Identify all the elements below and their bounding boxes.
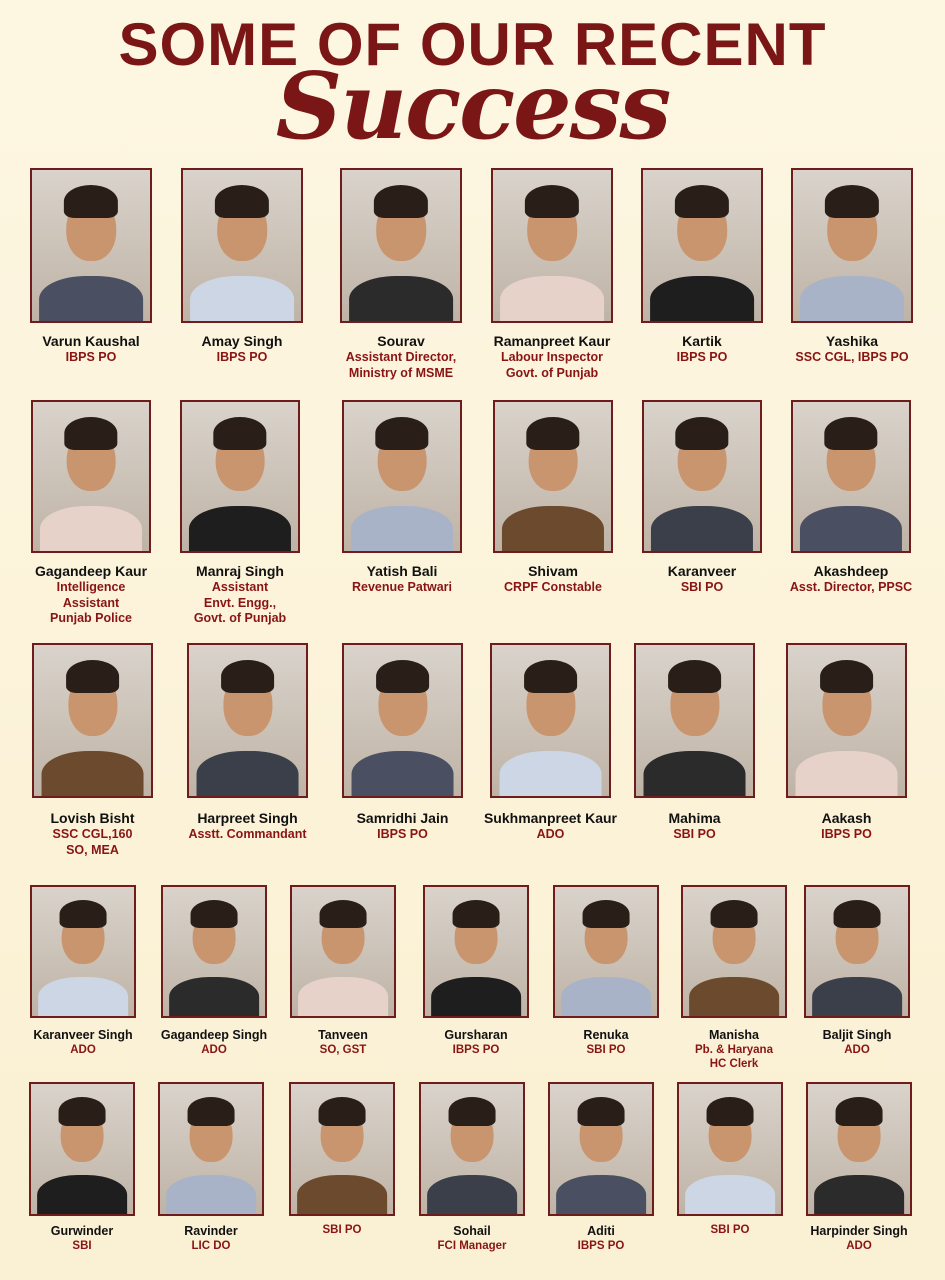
portrait-photo xyxy=(290,885,396,1018)
achiever-role: IBPS PO xyxy=(821,827,872,841)
portrait-photo xyxy=(553,885,659,1018)
achiever-name: Amay Singh xyxy=(201,333,283,349)
achiever-role: SBI PO xyxy=(586,1043,626,1056)
portrait-photo xyxy=(30,885,136,1018)
achiever-name: Renuka xyxy=(583,1028,629,1042)
achiever-name: Aditi xyxy=(587,1224,615,1238)
achiever-name: Akashdeep xyxy=(813,563,889,579)
achiever-name: Sourav xyxy=(377,333,425,349)
achiever-role: ADO xyxy=(536,827,565,841)
achiever-role: Govt. of Punjab xyxy=(505,365,599,380)
portrait-photo xyxy=(187,643,308,798)
achiever-name: Sukhmanpreet Kaur xyxy=(483,810,618,826)
portrait-photo xyxy=(642,400,762,553)
portrait-photo xyxy=(634,643,755,798)
achiever-role: IBPS PO xyxy=(377,827,428,841)
achiever-name: Ravinder xyxy=(184,1224,238,1238)
achiever-role: Assistant Director, xyxy=(345,350,457,364)
portrait-photo xyxy=(641,168,763,323)
achiever-role: SSC CGL,160 xyxy=(52,827,133,841)
achiever-name: Shivam xyxy=(528,563,578,579)
achiever-name: Harpinder Singh xyxy=(810,1224,908,1238)
achiever-name: Kartik xyxy=(682,333,722,349)
achiever-name: Yatish Bali xyxy=(366,563,438,579)
achiever-role: Assistant xyxy=(62,595,120,610)
achiever-role: CRPF Constable xyxy=(504,580,602,594)
achiever-role: Punjab Police xyxy=(50,611,132,625)
portrait-photo xyxy=(493,400,613,553)
portrait-photo xyxy=(180,400,300,553)
achiever-name: Gurwinder xyxy=(50,1224,114,1238)
portrait-photo xyxy=(340,168,462,323)
achiever-role: IBPS PO xyxy=(676,350,728,364)
achiever-role: FCI Manager xyxy=(437,1239,507,1252)
portrait-photo xyxy=(161,885,267,1018)
portrait-photo xyxy=(32,643,153,798)
portrait-photo xyxy=(490,643,611,798)
achiever-role: Labour Inspector xyxy=(500,350,604,364)
achiever-role: IBPS PO xyxy=(216,350,268,364)
achiever-name: Gursharan xyxy=(444,1028,508,1042)
achiever-role: SBI xyxy=(72,1239,92,1252)
achiever-name: Lovish Bisht xyxy=(50,810,135,826)
portrait-photo xyxy=(681,885,787,1018)
achiever-name: Yashika xyxy=(825,333,879,349)
portrait-photo xyxy=(158,1082,264,1216)
achiever-role: ADO xyxy=(846,1239,872,1252)
achiever-role: Assistant xyxy=(211,580,269,594)
achiever-role: SBI PO xyxy=(322,1224,362,1236)
achiever-name: Harpreet Singh xyxy=(197,810,298,826)
portrait-photo xyxy=(786,643,907,798)
achiever-role: LIC DO xyxy=(191,1239,231,1252)
portrait-photo xyxy=(342,643,463,798)
portrait-photo xyxy=(804,885,910,1018)
portrait-photo xyxy=(181,168,303,323)
portrait-photo xyxy=(31,400,151,553)
achiever-role: Envt. Engg., xyxy=(203,595,277,610)
achiever-name: Gagandeep Kaur xyxy=(34,563,148,579)
portrait-photo xyxy=(677,1082,783,1216)
achiever-role: Govt. of Punjab xyxy=(193,611,287,625)
achiever-name: Baljit Singh xyxy=(822,1028,892,1042)
page-title: SOME OF OUR RECENT xyxy=(118,11,827,78)
achiever-role: SO, MEA xyxy=(66,842,119,857)
portrait-photo xyxy=(806,1082,912,1216)
achiever-name: Varun Kaushal xyxy=(42,333,140,349)
achiever-role: Pb. & Haryana xyxy=(695,1043,773,1056)
achiever-role: IBPS PO xyxy=(452,1043,500,1056)
achiever-name: Aakash xyxy=(821,810,872,826)
achiever-role: Revenue Patwari xyxy=(351,580,453,594)
achiever-role: Intelligence xyxy=(56,580,126,594)
portrait-photo xyxy=(289,1082,395,1216)
achiever-role: Ministry of MSME xyxy=(348,365,454,380)
achiever-role: IBPS PO xyxy=(577,1239,625,1252)
achiever-name: Tanveen xyxy=(318,1028,368,1042)
portrait-photo xyxy=(423,885,529,1018)
achiever-role: SBI PO xyxy=(710,1224,750,1236)
portrait-photo xyxy=(791,168,913,323)
portrait-photo xyxy=(419,1082,525,1216)
achiever-role: SBI PO xyxy=(673,827,716,841)
achiever-role: SSC CGL, IBPS PO xyxy=(795,350,909,364)
portrait-photo xyxy=(342,400,462,553)
achiever-name: Samridhi Jain xyxy=(356,810,449,826)
achiever-role: SO, GST xyxy=(319,1043,367,1056)
achiever-role: Asst. Director, PPSC xyxy=(789,580,913,594)
portrait-photo xyxy=(29,1082,135,1216)
achiever-role: ADO xyxy=(844,1043,870,1056)
achiever-name: Sohail xyxy=(453,1224,491,1238)
achiever-role: HC Clerk xyxy=(709,1058,759,1070)
page-subtitle: Success xyxy=(275,52,670,160)
achiever-role: SBI PO xyxy=(680,580,724,594)
achiever-name: Karanveer xyxy=(667,563,737,579)
portrait-photo xyxy=(548,1082,654,1216)
achiever-name: Mahima xyxy=(668,810,721,826)
achiever-name: Ramanpreet Kaur xyxy=(493,333,611,349)
achiever-name: Manraj Singh xyxy=(196,563,284,579)
achiever-name: Karanveer Singh xyxy=(33,1028,133,1042)
portrait-photo xyxy=(791,400,911,553)
achiever-role: Asstt. Commandant xyxy=(188,827,307,841)
achiever-role: ADO xyxy=(70,1043,96,1056)
achiever-role: IBPS PO xyxy=(65,350,117,364)
achiever-name: Gagandeep Singh xyxy=(160,1028,268,1042)
portrait-photo xyxy=(491,168,613,323)
portrait-photo xyxy=(30,168,152,323)
achiever-name: Manisha xyxy=(708,1028,759,1042)
achiever-role: ADO xyxy=(201,1043,227,1056)
